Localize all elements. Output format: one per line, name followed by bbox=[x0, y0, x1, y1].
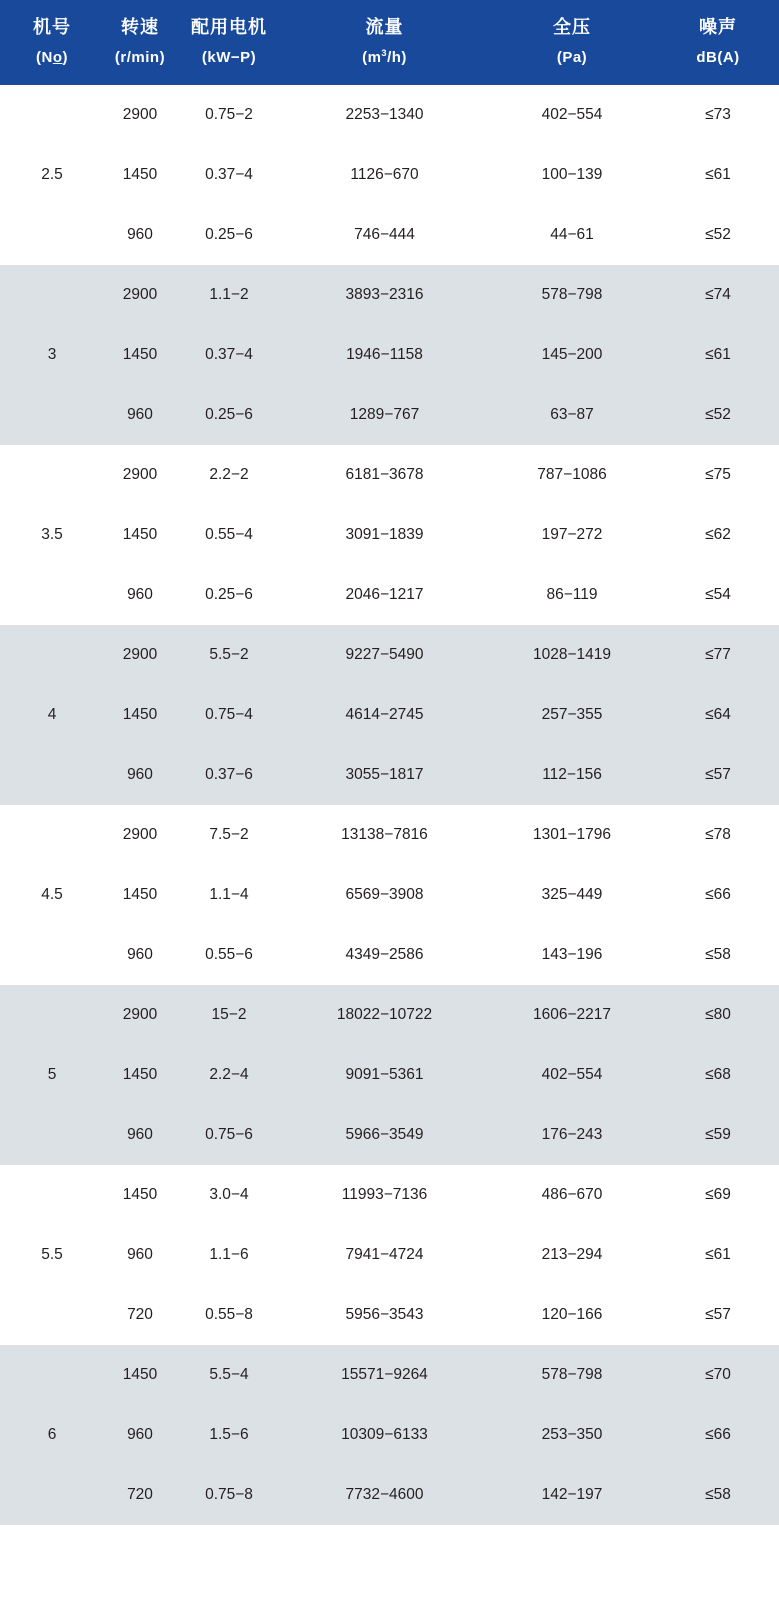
header-row bbox=[0, 0, 779, 85]
column-header-model-no bbox=[0, 0, 104, 85]
cell-flow: 15571−9264 bbox=[282, 1345, 487, 1405]
column-header-speed-unit: (r/min) bbox=[114, 48, 166, 66]
cell-noise: ≤61 bbox=[657, 325, 779, 385]
cell-model-no: 4 bbox=[0, 625, 104, 805]
cell-motor: 1.1−4 bbox=[176, 865, 282, 925]
cell-flow: 2046−1217 bbox=[282, 565, 487, 625]
cell-noise: ≤75 bbox=[657, 445, 779, 505]
cell-speed: 2900 bbox=[104, 85, 176, 145]
cell-pressure: 325−449 bbox=[487, 865, 657, 925]
cell-pressure: 112−156 bbox=[487, 745, 657, 805]
cell-noise: ≤70 bbox=[657, 1345, 779, 1405]
cell-pressure: 1028−1419 bbox=[487, 625, 657, 685]
table-row bbox=[0, 985, 779, 1045]
cell-speed: 1450 bbox=[104, 505, 176, 565]
cell-noise: ≤80 bbox=[657, 985, 779, 1045]
cell-pressure: 100−139 bbox=[487, 145, 657, 205]
cell-motor: 0.55−4 bbox=[176, 505, 282, 565]
column-header-model-no-unit: (No) bbox=[36, 48, 68, 66]
column-header-motor-cn: 配用电机 bbox=[191, 17, 267, 37]
table-row bbox=[0, 805, 779, 865]
cell-speed: 960 bbox=[104, 745, 176, 805]
cell-noise: ≤78 bbox=[657, 805, 779, 865]
cell-noise: ≤77 bbox=[657, 625, 779, 685]
cell-noise: ≤58 bbox=[657, 1465, 779, 1525]
cell-motor: 15−2 bbox=[176, 985, 282, 1045]
cell-motor: 2.2−2 bbox=[176, 445, 282, 505]
cell-speed: 1450 bbox=[104, 685, 176, 745]
cell-pressure: 578−798 bbox=[487, 265, 657, 325]
cell-pressure: 176−243 bbox=[487, 1105, 657, 1165]
cell-speed: 1450 bbox=[104, 145, 176, 205]
cell-motor: 7.5−2 bbox=[176, 805, 282, 865]
cell-model-no: 4.5 bbox=[0, 805, 104, 985]
cell-motor: 0.37−6 bbox=[176, 745, 282, 805]
cell-speed: 2900 bbox=[104, 445, 176, 505]
cell-speed: 960 bbox=[104, 1405, 176, 1465]
cell-motor: 2.2−4 bbox=[176, 1045, 282, 1105]
cell-pressure: 63−87 bbox=[487, 385, 657, 445]
cell-flow: 2253−1340 bbox=[282, 85, 487, 145]
cell-flow: 5966−3549 bbox=[282, 1105, 487, 1165]
table-row bbox=[0, 1345, 779, 1405]
table-row bbox=[0, 325, 779, 385]
cell-pressure: 44−61 bbox=[487, 205, 657, 265]
cell-speed: 1450 bbox=[104, 865, 176, 925]
table-row bbox=[0, 1405, 779, 1465]
cell-speed: 720 bbox=[104, 1465, 176, 1525]
cell-model-no: 5.5 bbox=[0, 1165, 104, 1345]
cell-motor: 0.75−8 bbox=[176, 1465, 282, 1525]
cell-pressure: 402−554 bbox=[487, 1045, 657, 1105]
cell-motor: 5.5−2 bbox=[176, 625, 282, 685]
cell-speed: 960 bbox=[104, 565, 176, 625]
table-header bbox=[0, 0, 779, 85]
table-row bbox=[0, 445, 779, 505]
cell-pressure: 253−350 bbox=[487, 1405, 657, 1465]
cell-pressure: 86−119 bbox=[487, 565, 657, 625]
cell-pressure: 213−294 bbox=[487, 1225, 657, 1285]
column-header-speed bbox=[104, 0, 176, 85]
cell-pressure: 257−355 bbox=[487, 685, 657, 745]
cell-pressure: 145−200 bbox=[487, 325, 657, 385]
cell-pressure: 787−1086 bbox=[487, 445, 657, 505]
column-header-flow-unit: $(m^3/h)$ bbox=[362, 47, 407, 66]
table-row bbox=[0, 745, 779, 805]
cell-noise: ≤64 bbox=[657, 685, 779, 745]
cell-noise: ≤52 bbox=[657, 385, 779, 445]
cell-flow: 1126−670 bbox=[282, 145, 487, 205]
cell-pressure: 578−798 bbox=[487, 1345, 657, 1405]
table-row bbox=[0, 1045, 779, 1105]
column-header-noise bbox=[657, 0, 779, 85]
table-row bbox=[0, 625, 779, 685]
column-header-motor bbox=[176, 0, 282, 85]
column-header-pressure-cn: 全压 bbox=[553, 17, 591, 37]
column-header-noise-cn: 噪声 bbox=[699, 17, 737, 37]
column-header-flow bbox=[282, 0, 487, 85]
cell-speed: 2900 bbox=[104, 625, 176, 685]
cell-motor: 0.37−4 bbox=[176, 145, 282, 205]
cell-flow: 746−444 bbox=[282, 205, 487, 265]
cell-speed: 960 bbox=[104, 1225, 176, 1285]
table-row bbox=[0, 385, 779, 445]
cell-speed: 1450 bbox=[104, 1165, 176, 1225]
table-row bbox=[0, 1105, 779, 1165]
cell-noise: ≤66 bbox=[657, 865, 779, 925]
table-row bbox=[0, 1165, 779, 1225]
cell-noise: ≤59 bbox=[657, 1105, 779, 1165]
cell-flow: 9227−5490 bbox=[282, 625, 487, 685]
cell-motor: 0.55−6 bbox=[176, 925, 282, 985]
cell-flow: 5956−3543 bbox=[282, 1285, 487, 1345]
cell-noise: ≤52 bbox=[657, 205, 779, 265]
cell-noise: ≤66 bbox=[657, 1405, 779, 1465]
cell-motor: 0.55−8 bbox=[176, 1285, 282, 1345]
cell-speed: 2900 bbox=[104, 805, 176, 865]
column-header-noise-unit: dB(A) bbox=[696, 48, 740, 66]
cell-noise: ≤54 bbox=[657, 565, 779, 625]
cell-flow: 3091−1839 bbox=[282, 505, 487, 565]
table-row bbox=[0, 85, 779, 145]
cell-model-no: 3 bbox=[0, 265, 104, 445]
table-body bbox=[0, 85, 779, 1525]
table-row bbox=[0, 1225, 779, 1285]
table-row bbox=[0, 205, 779, 265]
table-row bbox=[0, 1465, 779, 1525]
cell-speed: 1450 bbox=[104, 325, 176, 385]
cell-motor: 0.75−6 bbox=[176, 1105, 282, 1165]
cell-noise: ≤57 bbox=[657, 1285, 779, 1345]
cell-noise: ≤69 bbox=[657, 1165, 779, 1225]
column-header-pressure-unit: (Pa) bbox=[556, 48, 588, 66]
cell-noise: ≤61 bbox=[657, 145, 779, 205]
cell-motor: 1.5−6 bbox=[176, 1405, 282, 1465]
cell-flow: 4614−2745 bbox=[282, 685, 487, 745]
column-header-speed-cn: 转速 bbox=[121, 17, 159, 37]
cell-speed: 960 bbox=[104, 385, 176, 445]
cell-flow: 1946−1158 bbox=[282, 325, 487, 385]
cell-noise: ≤68 bbox=[657, 1045, 779, 1105]
cell-pressure: 486−670 bbox=[487, 1165, 657, 1225]
table-row bbox=[0, 685, 779, 745]
cell-motor: 3.0−4 bbox=[176, 1165, 282, 1225]
cell-pressure: 142−197 bbox=[487, 1465, 657, 1525]
table-row bbox=[0, 865, 779, 925]
cell-speed: 960 bbox=[104, 1105, 176, 1165]
cell-speed: 960 bbox=[104, 205, 176, 265]
cell-flow: 6569−3908 bbox=[282, 865, 487, 925]
table-row bbox=[0, 145, 779, 205]
column-header-pressure bbox=[487, 0, 657, 85]
cell-motor: 1.1−6 bbox=[176, 1225, 282, 1285]
cell-speed: 1450 bbox=[104, 1345, 176, 1405]
cell-flow: 3055−1817 bbox=[282, 745, 487, 805]
cell-noise: ≤73 bbox=[657, 85, 779, 145]
cell-motor: 0.75−4 bbox=[176, 685, 282, 745]
cell-flow: 7732−4600 bbox=[282, 1465, 487, 1525]
cell-motor: 0.75−2 bbox=[176, 85, 282, 145]
cell-noise: ≤61 bbox=[657, 1225, 779, 1285]
cell-flow: 9091−5361 bbox=[282, 1045, 487, 1105]
cell-flow: 1289−767 bbox=[282, 385, 487, 445]
cell-speed: 1450 bbox=[104, 1045, 176, 1105]
cell-flow: 6181−3678 bbox=[282, 445, 487, 505]
cell-motor: 0.25−6 bbox=[176, 385, 282, 445]
cell-pressure: 197−272 bbox=[487, 505, 657, 565]
cell-speed: 720 bbox=[104, 1285, 176, 1345]
cell-flow: 10309−6133 bbox=[282, 1405, 487, 1465]
table-row bbox=[0, 565, 779, 625]
cell-noise: ≤57 bbox=[657, 745, 779, 805]
cell-pressure: 143−196 bbox=[487, 925, 657, 985]
cell-model-no: 3.5 bbox=[0, 445, 104, 625]
cell-flow: 18022−10722 bbox=[282, 985, 487, 1045]
column-header-motor-unit: (kW−P) bbox=[201, 48, 257, 66]
cell-noise: ≤62 bbox=[657, 505, 779, 565]
table-row bbox=[0, 265, 779, 325]
cell-motor: 0.25−6 bbox=[176, 205, 282, 265]
cell-motor: 5.5−4 bbox=[176, 1345, 282, 1405]
column-header-model-no-cn: 机号 bbox=[33, 17, 71, 37]
cell-model-no: 6 bbox=[0, 1345, 104, 1525]
cell-pressure: 402−554 bbox=[487, 85, 657, 145]
cell-motor: 0.37−4 bbox=[176, 325, 282, 385]
cell-model-no: 2.5 bbox=[0, 85, 104, 265]
cell-speed: 2900 bbox=[104, 265, 176, 325]
table-row bbox=[0, 925, 779, 985]
cell-pressure: 1301−1796 bbox=[487, 805, 657, 865]
column-header-flow-cn: 流量 bbox=[365, 17, 404, 37]
cell-speed: 960 bbox=[104, 925, 176, 985]
cell-model-no: 5 bbox=[0, 985, 104, 1165]
cell-speed: 2900 bbox=[104, 985, 176, 1045]
cell-flow: 3893−2316 bbox=[282, 265, 487, 325]
cell-flow: 4349−2586 bbox=[282, 925, 487, 985]
cell-pressure: 120−166 bbox=[487, 1285, 657, 1345]
table-row bbox=[0, 505, 779, 565]
cell-flow: 13138−7816 bbox=[282, 805, 487, 865]
cell-motor: 1.1−2 bbox=[176, 265, 282, 325]
cell-flow: 7941−4724 bbox=[282, 1225, 487, 1285]
cell-flow: 11993−7136 bbox=[282, 1165, 487, 1225]
table-row bbox=[0, 1285, 779, 1345]
cell-motor: 0.25−6 bbox=[176, 565, 282, 625]
cell-noise: ≤58 bbox=[657, 925, 779, 985]
cell-noise: ≤74 bbox=[657, 265, 779, 325]
cell-pressure: 1606−2217 bbox=[487, 985, 657, 1045]
